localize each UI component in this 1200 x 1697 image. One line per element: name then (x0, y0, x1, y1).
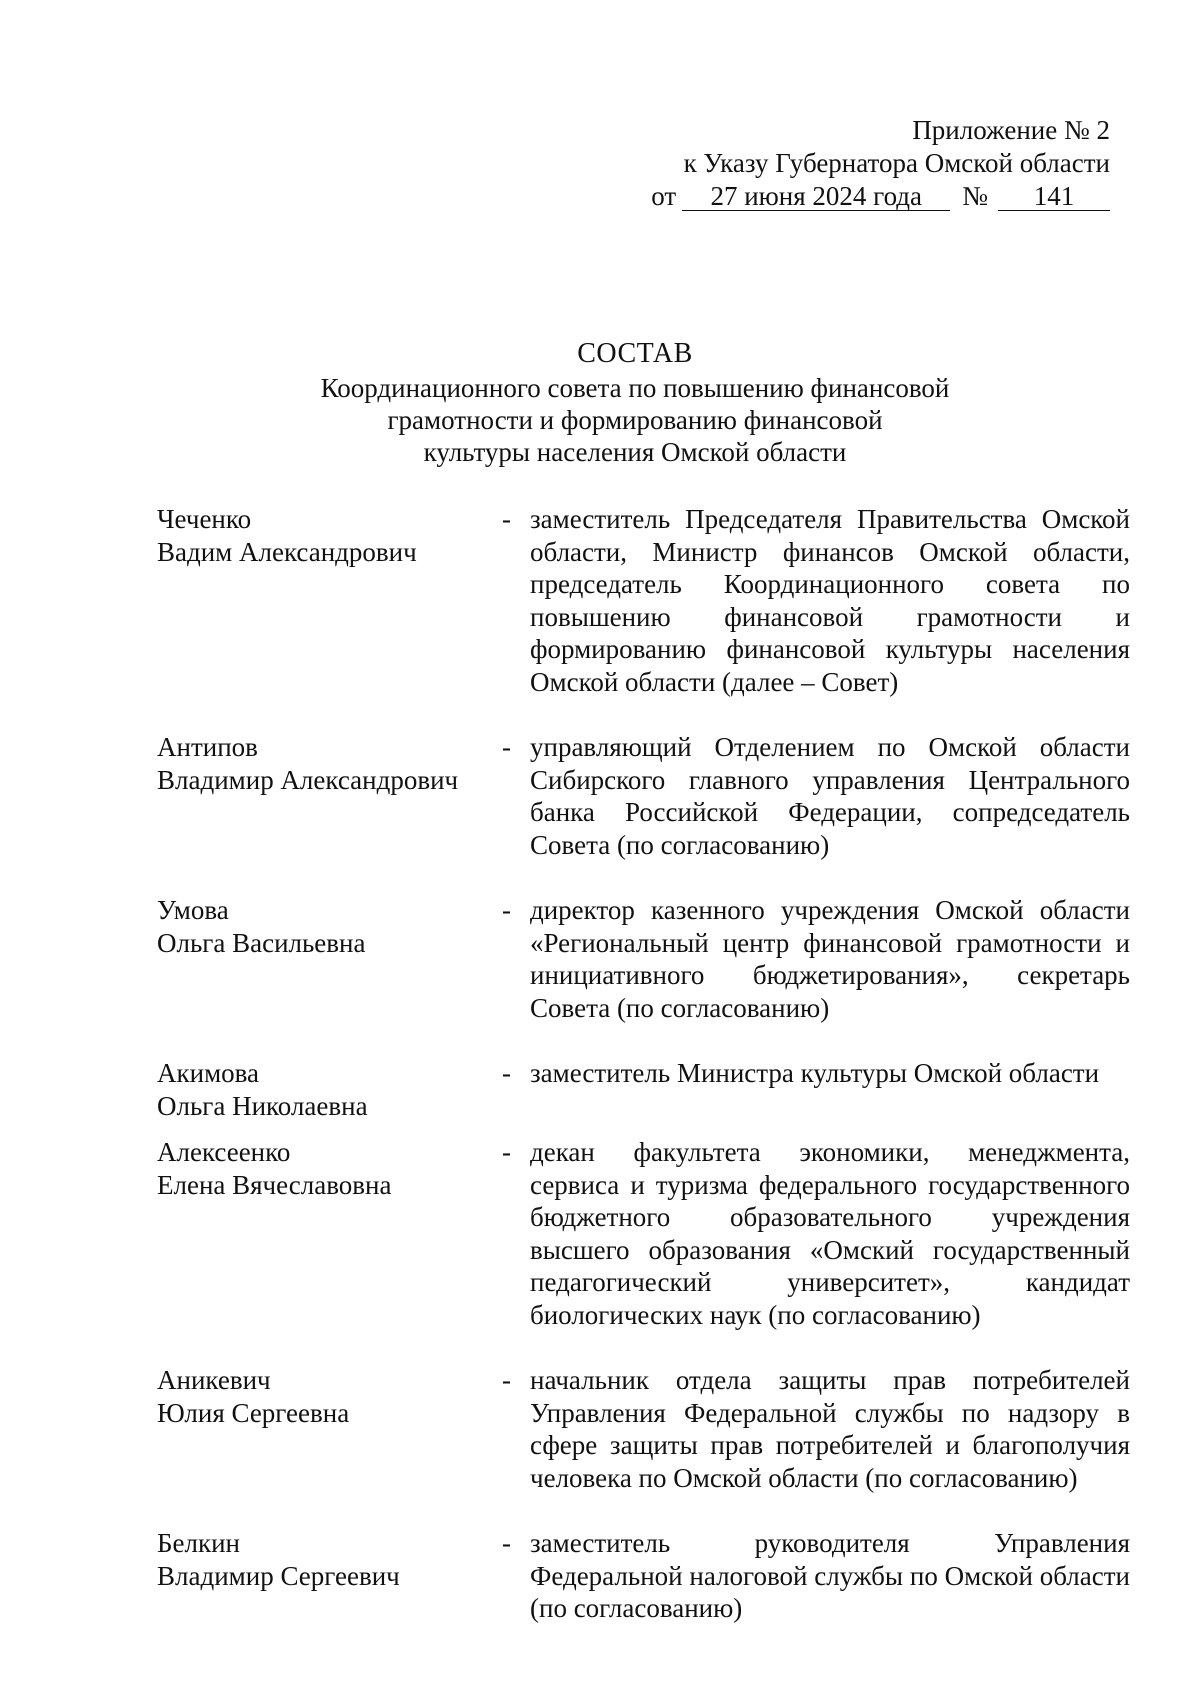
member-role: заместитель руководителя Управления Федеральной налоговой службы по Омской области (по согласованию) (530, 1528, 1130, 1623)
members-list (157, 503, 1130, 1625)
title-heading: СОСТАВ (577, 338, 693, 369)
member-surname: Акимова (157, 1058, 260, 1088)
member-surname: Алексеенко (157, 1137, 291, 1167)
member-name (157, 731, 502, 861)
dash-separator: - (502, 1137, 511, 1167)
annex-date-line (580, 180, 1110, 213)
date-prefix: от (651, 181, 677, 211)
annex-title: Приложение № 2 (912, 115, 1110, 145)
member-name (157, 1527, 502, 1625)
member-given-names: Ольга Васильевна (157, 927, 366, 958)
member-name (157, 1364, 502, 1494)
dash-separator: - (502, 1058, 511, 1088)
decree-date: 27 июня 2024 года (682, 182, 950, 211)
member-given-names: Юлия Сергеевна (157, 1397, 350, 1428)
member-given-names: Владимир Сергеевич (157, 1560, 400, 1591)
member-given-names: Вадим Александрович (157, 536, 417, 567)
member-name (157, 1057, 502, 1122)
member-role: декан факультета экономики, менеджмента, сервиса и туризма федерального государственного бюджетного образовательного учреждения высшего образования «Омский государственный педагогический университет», кандидат биологических наук (по согласованию) (530, 1137, 1130, 1330)
decree-number: 141 (998, 182, 1110, 211)
dash-separator: - (502, 1528, 511, 1558)
dash-separator: - (502, 732, 511, 762)
member-role: заместитель Министра культуры Омской области (530, 1058, 1100, 1088)
member-row (157, 1136, 1130, 1331)
member-row (157, 503, 1130, 698)
number-sign: № (962, 181, 988, 211)
dash-separator: - (502, 895, 511, 925)
dash-separator: - (502, 504, 511, 534)
member-surname: Аникевич (157, 1365, 271, 1395)
member-row (157, 731, 1130, 861)
member-role: заместитель Председателя Правительства Омской области, Министр финансов Омской области, председатель Координационного совета по повышению финансовой грамотности и формированию финансовой культуры населения Омской области (далее – Совет) (530, 504, 1130, 697)
member-row (157, 1364, 1130, 1494)
member-role: начальник отдела защиты прав потребителей Управления Федеральной службы по надзору в сфере защиты прав потребителей и благополучия человека по Омской области (по согласованию) (530, 1365, 1130, 1493)
annex-block (580, 114, 1110, 213)
member-name (157, 1136, 502, 1331)
member-role: директор казенного учреждения Омской области «Региональный центр финансовой грамотности и инициативного бюджетирования», секретарь Совета (по согласованию) (530, 895, 1130, 1023)
member-surname: Чеченко (157, 504, 252, 534)
document-title (200, 336, 1070, 468)
title-line-2: грамотности и формированию финансовой (387, 405, 883, 435)
member-row (157, 894, 1130, 1024)
member-surname: Антипов (157, 732, 258, 762)
member-given-names: Елена Вячеславовна (157, 1169, 392, 1200)
member-surname: Белкин (157, 1528, 240, 1558)
member-given-names: Ольга Николаевна (157, 1090, 368, 1121)
title-line-3: культуры населения Омской области (423, 437, 847, 467)
title-line-1: Координационного совета по повышению финансовой (320, 373, 950, 403)
member-row (157, 1527, 1130, 1625)
member-name (157, 503, 502, 698)
dash-separator: - (502, 1365, 511, 1395)
member-given-names: Владимир Александрович (157, 764, 459, 795)
member-surname: Умова (157, 895, 229, 925)
annex-reference: к Указу Губернатора Омской области (683, 148, 1110, 178)
member-name (157, 894, 502, 1024)
member-role: управляющий Отделением по Омской области Сибирского главного управления Центрального банка Российской Федерации, сопредседатель Совета (по согласованию) (530, 732, 1130, 860)
member-row (157, 1057, 1130, 1122)
